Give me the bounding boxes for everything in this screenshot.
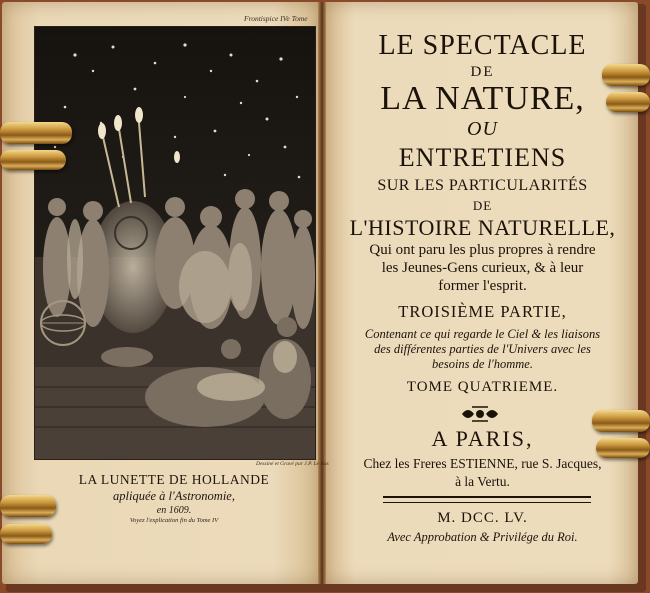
imprint-sign: à la Vertu.	[455, 474, 510, 489]
frontispiece-caption-year: en 1609.	[156, 505, 192, 516]
brass-clip-right-top-2	[606, 92, 650, 112]
contents-line-2: des différentes parties de l'Univers avec les	[374, 342, 591, 356]
subtitle-line-1: Qui ont paru les plus propres à rendre	[369, 242, 596, 258]
volume-heading: TOME QUATRIEME.	[406, 379, 559, 395]
subtitle-line-3: former l'esprit.	[438, 278, 527, 294]
title-line-4: OU	[467, 118, 498, 140]
frontispiece-caption-subtitle: apliquée à l'Astronomie,	[113, 489, 235, 503]
brass-clip-right-top-1	[602, 64, 650, 86]
printer-ornament	[458, 404, 502, 424]
frontispiece-caption-title: LA LUNETTE DE HOLLANDE	[78, 472, 270, 487]
brass-clip-left-top-2	[0, 150, 66, 170]
title-line-1: LE SPECTACLE	[378, 30, 587, 61]
imprint-publisher: Chez les Freres ESTIENNE, rue S. Jacques,	[363, 456, 602, 471]
imprint-rule	[383, 496, 591, 503]
brass-clip-left-top-1	[0, 122, 72, 144]
imprint-city: A PARIS,	[431, 426, 534, 451]
contents-line-1: Contenant ce qui regarde le Ciel & les liaisons	[364, 327, 601, 341]
privilege-line: Avec Approbation & Privilége du Roi.	[387, 530, 578, 544]
title-line-6: SUR LES PARTICULARITÉS	[377, 177, 588, 194]
title-line-3: LA NATURE,	[380, 80, 585, 117]
title-line-8: L'HISTOIRE NATURELLE,	[349, 215, 616, 240]
imprint-year: M. DCC. LV.	[437, 510, 528, 526]
book-gutter	[318, 2, 326, 584]
title-line-2: DE	[470, 64, 495, 80]
subtitle-line-2: les Jeunes-Gens curieux, & à leur	[381, 260, 584, 276]
title-line-5: ENTRETIENS	[398, 143, 567, 172]
title-line-7: DE	[472, 198, 493, 213]
frontispiece-label: Frontispice IVe Tome	[244, 14, 308, 23]
contents-line-3: besoins de l'homme.	[432, 357, 533, 371]
frontispiece-caption-note: Voyez l'explication fin du Tome IV	[129, 517, 219, 524]
engraver-credit: Dessiné et Gravé par J.P. Le Bas	[256, 461, 329, 467]
frontispiece-engraving	[34, 26, 316, 460]
part-heading: TROISIÈME PARTIE,	[398, 302, 567, 321]
brass-clip-left-bottom-1	[0, 495, 56, 517]
brass-clip-left-bottom-2	[0, 524, 52, 544]
brass-clip-right-bottom-1	[592, 410, 650, 432]
brass-clip-right-bottom-2	[596, 438, 650, 458]
